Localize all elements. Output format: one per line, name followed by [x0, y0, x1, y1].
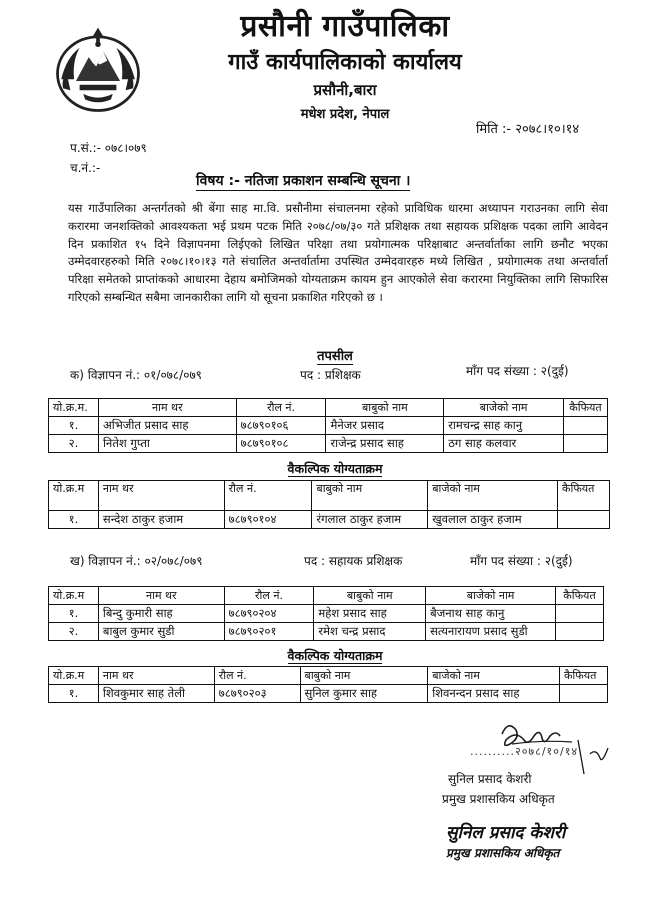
letter-date: मिति :- २०७८।१०।१४ — [476, 122, 580, 137]
table-row — [49, 605, 604, 623]
section-a-alt-heading — [0, 460, 670, 477]
dispatch-number: च.नं.:- — [70, 161, 101, 175]
table-row — [49, 435, 608, 453]
col-remarks: कैफियत — [563, 399, 607, 417]
cell-roll: ७८७९०१०८ — [236, 435, 326, 453]
cell-roll: ७८७९०१०४ — [224, 511, 312, 529]
cell-name: शिवकुमार साह तेली — [98, 685, 214, 703]
col-name: नाम थर — [98, 587, 224, 605]
col-name: नाम थर — [98, 667, 214, 685]
handwritten-date: २०७८/१०/१४ — [514, 745, 579, 758]
cell-roll: ७८७९०२०१ — [224, 623, 314, 641]
section-a-alt-table — [48, 480, 610, 529]
signatory-name: सुनिल प्रसाद केशरी — [448, 772, 532, 786]
cell-grandfather: खुवलाल ठाकुर हजाम — [428, 511, 558, 529]
office-province: मधेश प्रदेश, नेपाल — [300, 107, 390, 122]
cell-grandfather: बैजनाथ साह कानु — [426, 605, 556, 623]
reference-number: प.सं.:- ०७८।०७९ — [70, 141, 147, 155]
cell-roll: ७८७९०२०४ — [224, 605, 314, 623]
office-place: प्रसौनी,बारा — [313, 81, 377, 99]
col-remarks: कैफियत — [559, 667, 607, 685]
table-row — [49, 417, 608, 435]
org-name: प्रसौनी गाउँपालिका — [240, 9, 450, 44]
table-row — [49, 511, 610, 529]
section-a-ad-number: क) विज्ञापन नं.: ०१/०७८/०७९ — [70, 368, 202, 382]
cell-serial: १. — [49, 511, 99, 529]
cell-grandfather: रामचन्द्र साह कानु — [444, 417, 564, 435]
cell-father: मैनेजर प्रसाद — [326, 417, 444, 435]
section-b-demand: माँग पद संख्या : २(दुई) — [470, 554, 573, 568]
cell-father: सुनिल कुमार साह — [300, 685, 428, 703]
alt-heading-text: वैकल्पिक योग्यताक्रम — [287, 648, 383, 663]
table-row — [49, 623, 604, 641]
cell-grandfather: शिवनन्दन प्रसाद साह — [428, 685, 560, 703]
cell-serial: २. — [49, 623, 99, 641]
col-serial: यो.क्र.म — [49, 587, 99, 605]
signature-dots: ..........२०७८/१०/१४ — [470, 745, 579, 758]
section-b-alt-heading — [0, 647, 670, 664]
col-father: बाबुको नाम — [312, 481, 428, 511]
col-grandfather: बाजेको नाम — [426, 587, 556, 605]
section-b-table — [48, 586, 604, 641]
cell-name: अभिजीत प्रसाद साह — [98, 417, 236, 435]
office-name: गाउँ कार्यपालिकाको कार्यालय — [228, 50, 462, 75]
section-b-ad-number: ख) विज्ञापन नं.: ०२/०७८/०७९ — [70, 554, 203, 568]
section-a-table — [48, 398, 608, 453]
section-a-post: पद : प्रशिक्षक — [300, 368, 361, 382]
name-stamp — [446, 820, 616, 861]
subject-line — [196, 171, 410, 190]
notice-body: यस गाउँपालिका अन्तर्गतको श्री बेंगा साह मा.वि. प्रसौनीमा संचालनमा रहेको प्राविधिक धारमा अध्यापन गराउनका लागि सेवा करारमा जनशक्तिको आवश्यकता भई प्रथम पटक मिति २०७८/०७/३० गते प्रशिक्षक तथा सहायक प्रशिक्षक पदका लागि आवेदन दिन प्रकाशित १५ दिने विज्ञापनमा लिईएको लिखित परिक्षा तथा प्रयोगात्मक परिक्षाबाट अन्तर्वार्ताका लागि छनौट भएका उम्मेदवारहरुको मिति २०७८।१०।१३ गते संचालित अन्तर्वार्तामा उपस्थित उम्मेदवारहरु मध्ये लिखित , प्रयोगात्मक तथा अन्तर्वार्ता परिक्षा समेतको प्राप्तांकको आधारमा देहाय बमोजिमको योग्यताक्रम कायम हुन आएकोले सेवा करारमा नियुक्तिका लागि सिफारिस गरिएको सम्बन्धित सबैमा जानकारीका लागि यो सूचना प्रकाशित गरिएको छ । — [68, 201, 608, 304]
table-header-row — [49, 481, 610, 511]
cell-father: महेश प्रसाद साह — [314, 605, 426, 623]
table-header-row — [49, 587, 604, 605]
details-heading-text: तपसील — [317, 349, 353, 364]
cell-father: राजेन्द्र प्रसाद साह — [326, 435, 444, 453]
emblem-logo — [52, 24, 144, 116]
col-grandfather: बाजेको नाम — [444, 399, 564, 417]
cell-name: सन्देश ठाकुर हजाम — [98, 511, 224, 529]
section-b-post: पद : सहायक प्रशिक्षक — [304, 554, 403, 568]
cell-remarks — [556, 623, 604, 641]
cell-name: बिन्दु कुमारी साह — [98, 605, 224, 623]
cell-remarks — [563, 417, 607, 435]
section-a-demand: माँग पद संख्या : २(दुई) — [466, 364, 569, 378]
col-roll: रौल नं. — [224, 587, 314, 605]
cell-serial: १. — [49, 417, 99, 435]
col-father: बाबुको नाम — [300, 667, 428, 685]
cell-remarks — [558, 511, 610, 529]
col-name: नाम थर — [98, 481, 224, 511]
col-roll: रौल नं. — [214, 667, 300, 685]
stamp-name: सुनिल प्रसाद केशरी — [446, 823, 566, 843]
cell-father: रंगलाल ठाकुर हजाम — [312, 511, 428, 529]
cell-grandfather: सत्यनारायण प्रसाद सुडी — [426, 623, 556, 641]
cell-remarks — [559, 685, 607, 703]
alt-heading-text: वैकल्पिक योग्यताक्रम — [287, 461, 383, 476]
col-grandfather: बाजेको नाम — [428, 667, 560, 685]
cell-serial: १. — [49, 685, 99, 703]
cell-name: नितेश गुप्ता — [98, 435, 236, 453]
cell-remarks — [556, 605, 604, 623]
col-remarks: कैफियत — [558, 481, 610, 511]
table-header-row — [49, 399, 608, 417]
col-name: नाम थर — [98, 399, 236, 417]
cell-serial: २. — [49, 435, 99, 453]
col-roll: रौल नं. — [236, 399, 326, 417]
col-remarks: कैफियत — [556, 587, 604, 605]
stamp-designation: प्रमुख प्रशासकिय अधिकृत — [446, 846, 560, 860]
cell-grandfather: ठग साह कलवार — [444, 435, 564, 453]
cell-roll: ७८७९०२०३ — [214, 685, 300, 703]
cell-remarks — [563, 435, 607, 453]
col-father: बाबुको नाम — [314, 587, 426, 605]
col-serial: यो.क्र.म — [49, 667, 99, 685]
col-grandfather: बाजेको नाम — [428, 481, 558, 511]
col-roll: रौल नं. — [224, 481, 312, 511]
details-heading — [0, 346, 670, 364]
col-serial: यो.क्र.म. — [49, 399, 99, 417]
cell-serial: १. — [49, 605, 99, 623]
cell-roll: ७८७९०१०६ — [236, 417, 326, 435]
subject-text: विषय :- नतिजा प्रकाशन सम्बन्धि सूचना । — [196, 173, 411, 189]
col-serial: यो.क्र.म — [49, 481, 99, 511]
col-father: बाबुको नाम — [326, 399, 444, 417]
cell-name: बाबुल कुमार सुडी — [98, 623, 224, 641]
table-header-row — [49, 667, 608, 685]
signatory-designation: प्रमुख प्रशासकिय अधिकृत — [442, 792, 555, 806]
section-b-alt-table — [48, 666, 608, 703]
table-row — [49, 685, 608, 703]
cell-father: रमेश चन्द्र प्रसाद — [314, 623, 426, 641]
